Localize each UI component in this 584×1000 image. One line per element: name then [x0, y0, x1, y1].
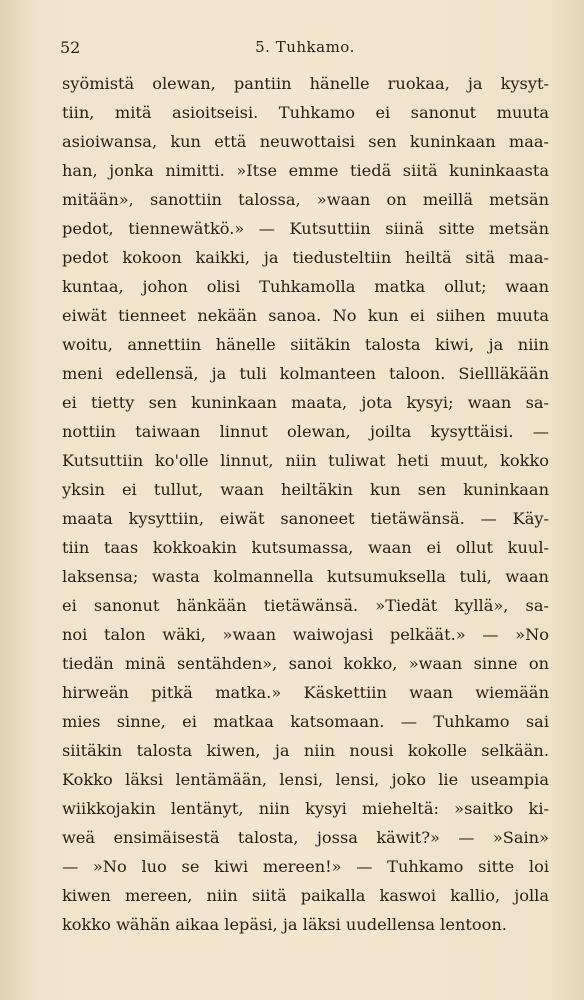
text-line: wiikkojakin lentänyt, niin kysyi mieheltä: »saitko ki- — [62, 799, 549, 818]
text-line: maata kysyttiin, eiwät sanoneet tietäwänsä. — Käy- — [62, 509, 549, 528]
text-line: yksin ei tullut, waan heiltäkin kun sen kuninkaan — [62, 480, 549, 499]
text-line: siitäkin talosta kiwen, ja niin nousi kokolle selkään. — [62, 741, 549, 760]
page-number: 52 — [60, 38, 81, 57]
text-line: ei tietty sen kuninkaan maata, jota kysyi; waan sa- — [62, 393, 549, 412]
text-line: syömistä olewan, pantiin hänelle ruokaa, ja kysyt- — [62, 74, 549, 93]
text-line: mitään», sanottiin talossa, »waan on meillä metsän — [62, 190, 549, 209]
page-header — [60, 38, 550, 62]
text-line: kiwen mereen, niin siitä paikalla kaswoi kallio, jolla — [62, 886, 549, 905]
text-line: tiin taas kokkoakin kutsumassa, waan ei ollut kuul- — [62, 538, 549, 557]
text-line: — »No luo se kiwi mereen!» — Tuhkamo sitte loi — [62, 857, 549, 876]
text-line: han, jonka nimitti. »Itse emme tiedä siitä kuninkaasta — [62, 161, 549, 180]
text-line: Kutsuttiin ko'olle linnut, niin tuliwat heti muut, kokko — [62, 451, 549, 470]
text-line: tiin, mitä asioitseisi. Tuhkamo ei sanonut muuta — [62, 103, 549, 122]
text-line: eiwät tienneet nekään sanoa. No kun ei siihen muuta — [62, 306, 549, 325]
text-line: pedot, tiennewätkö.» — Kutsuttiin siinä sitte metsän — [62, 219, 549, 238]
text-line: laksensa; wasta kolmannella kutsumuksella tuli, waan — [62, 567, 549, 586]
text-line: tiedän minä sentähden», sanoi kokko, »waan sinne on — [62, 654, 549, 673]
text-line: meni edellensä, ja tuli kolmanteen taloon. Siellläkään — [62, 364, 549, 383]
text-line: noi talon wäki, »waan waiwojasi pelkäät.» — »No — [62, 625, 549, 644]
body-text — [62, 69, 549, 939]
text-line: ei sanonut hänkään tietäwänsä. »Tiedät kyllä», sa- — [62, 596, 549, 615]
text-line: pedot kokoon kaikki, ja tiedusteltiin heiltä sitä maa- — [62, 248, 549, 267]
running-head: 5. Tuhkamo. — [255, 38, 355, 56]
text-line: Kokko läksi lentämään, lensi, lensi, joko lie useampia — [62, 770, 549, 789]
text-line: mies sinne, ei matkaa katsomaan. — Tuhkamo sai — [62, 712, 549, 731]
text-line: nottiin taiwaan linnut olewan, joilta kysyttäisi. — — [62, 422, 549, 441]
text-line: weä ensimäisestä talosta, jossa käwit?» — »Sain» — [62, 828, 549, 847]
text-line: asioiwansa, kun että neuwottaisi sen kuninkaan maa- — [62, 132, 549, 151]
text-line: hirweän pitkä matka.» Käskettiin waan wiemään — [62, 683, 549, 702]
text-line: kokko wähän aikaa lepäsi, ja läksi uudellensa lentoon. — [62, 915, 507, 934]
text-line: kuntaa, johon olisi Tuhkamolla matka ollut; waan — [62, 277, 549, 296]
text-line: woitu, annettiin hänelle siitäkin talosta kiwi, ja niin — [62, 335, 549, 354]
